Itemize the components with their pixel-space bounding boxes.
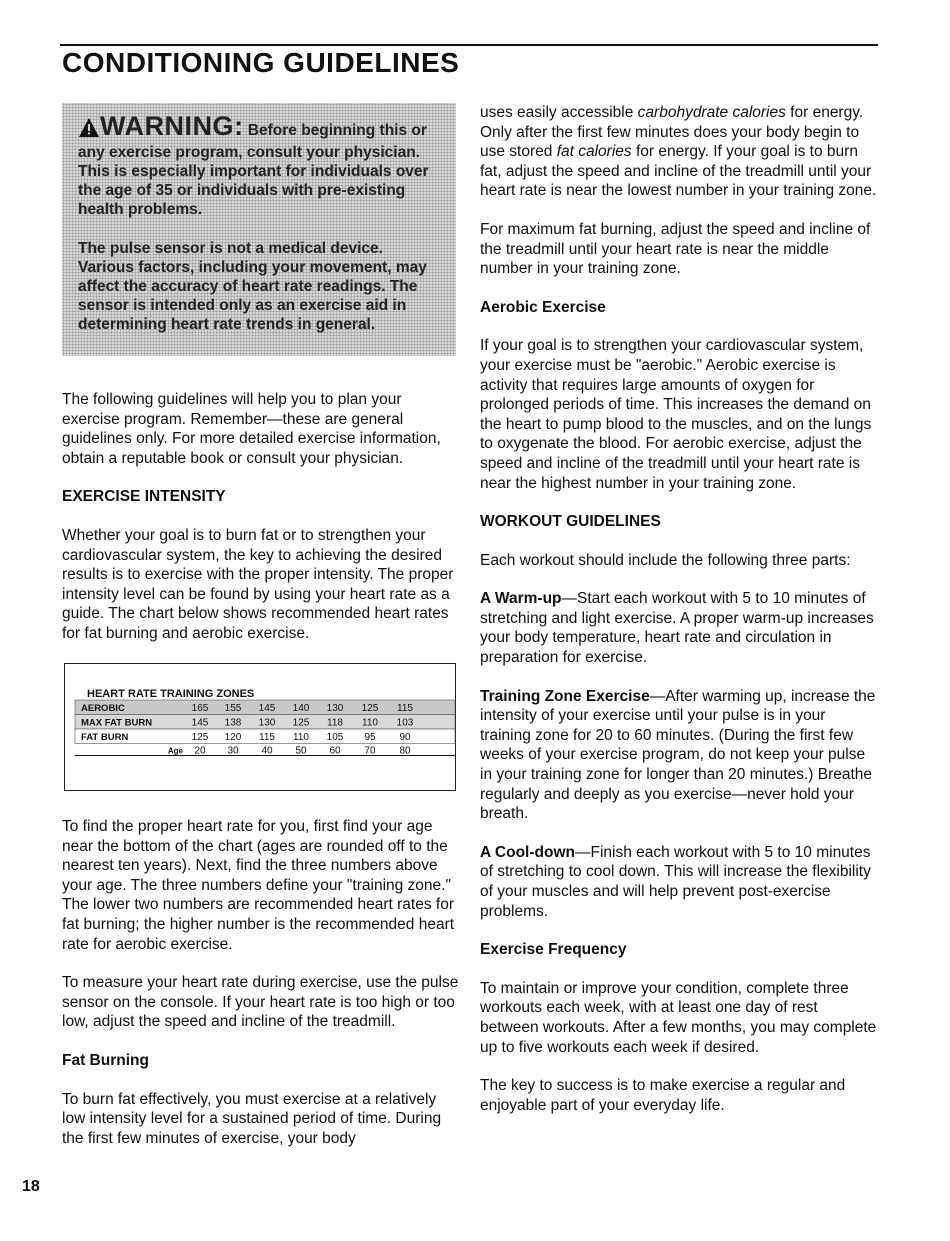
chart-value: 140 — [292, 703, 310, 714]
warning-box — [62, 103, 456, 356]
page-number: 18 — [22, 1178, 40, 1195]
cooldown-label: A Cool-down — [480, 843, 575, 861]
chart-value: 110 — [362, 717, 378, 729]
chart-age-tick: 20 — [194, 745, 206, 757]
chart-value: 120 — [224, 732, 242, 743]
fat-burning-paragraph: To burn fat effectively, you must exercise at a relatively low intensity level for a sustained period of time. During the first few minutes of exercise, your body — [62, 1090, 442, 1147]
right-column — [480, 103, 878, 1134]
aerobic-paragraph: If your goal is to strengthen your cardiovascular system, your exercise must be "aerobic." Aerobic exercise is activity that requires large amounts of oxygen for prolonged periods of time. This increases the demand on the heart to pump blood to the muscles, and on the lungs to oxygenate the blood. For aerobic exercise, adjust the speed and incline of the treadmill until your heart rate is near the highest number in your training zone. — [480, 337, 872, 492]
intro-paragraph: The following guidelines will help you to plan your exercise program. Remember—these are general guidelines only. For more detailed exercise information, obtain a reputable book or consult your physician. — [62, 391, 441, 467]
fat-burning-heading: Fat Burning — [62, 1051, 149, 1069]
chart-value: 130 — [326, 703, 344, 714]
left-column-upper — [62, 390, 462, 663]
warning-triangle-icon — [78, 117, 100, 143]
frequency-paragraph: To maintain or improve your condition, complete three workouts each week, with at least one day of rest between workouts. After a few months, you may complete up to five workouts each week if desired. — [480, 979, 877, 1056]
carbohydrate-paragraph — [480, 103, 878, 201]
chart-age-label: Age — [167, 746, 183, 756]
chart-value: 130 — [258, 717, 276, 729]
left-column-lower — [62, 817, 462, 1167]
warning-paragraph-2: The pulse sensor is not a medical device. Various factors, including your movement, may affect the accuracy of heart rate readings. The sensor is intended only as an exercise aid in determining heart rate trends in general. — [78, 240, 427, 333]
warmup-label: A Warm-up — [480, 590, 562, 608]
workout-intro: Each workout should include the following three parts: — [480, 551, 851, 569]
chart-value: 125 — [361, 703, 379, 714]
chart-value: 115 — [397, 703, 413, 714]
warning-word: WARNING: — [100, 111, 244, 141]
p1-text-b: for energy. Only after the first few minutes does your body begin to use stored — [480, 104, 864, 161]
chart-value: 105 — [326, 732, 344, 743]
chart-age-tick: 40 — [261, 745, 273, 757]
p1-text-c: for energy. If your goal is to burn fat, adjust the speed and incline of the treadmill until your heart rate is near the lowest number in your training zone. — [480, 143, 877, 200]
chart-age-tick: 50 — [295, 745, 307, 757]
chart-value: 103 — [396, 717, 414, 729]
chart-value: 110 — [293, 732, 309, 743]
chart-row-label: FAT BURN — [81, 732, 129, 743]
chart-age-tick: 70 — [364, 745, 376, 757]
chart-value: 95 — [364, 732, 376, 743]
chart-value: 138 — [224, 717, 242, 729]
chart-value: 125 — [191, 732, 209, 743]
chart-value: 165 — [191, 703, 209, 714]
chart-value: 118 — [327, 717, 343, 729]
heart-rate-chart — [64, 663, 456, 791]
carbohydrate-calories-term: carbohydrate calories — [637, 104, 786, 121]
chart-age-tick: 30 — [227, 745, 239, 757]
p1-text-a: uses easily accessible — [480, 104, 638, 121]
warmup-text: —Start each workout with 5 to 10 minutes of stretching and light exercise. A proper warm-up increases your body temperature, heart rate and circulation in preparation for exercise. — [480, 590, 874, 667]
warmup-paragraph — [480, 589, 878, 667]
chart-row-label: AEROBIC — [81, 703, 125, 714]
chart-row-label: MAX FAT BURN — [81, 717, 153, 729]
page-title: CONDITIONING GUIDELINES — [62, 47, 460, 78]
chart-value: 115 — [259, 732, 275, 743]
training-zone-text: —After warming up, increase the intensity of your exercise until your pulse is in your training zone for 20 to 60 minutes. (During the first few weeks of your exercise program, do not keep your pulse in your training zone for longer than 20 minutes.) Breathe regularly and deeply as you exercise—never hold your breath. — [480, 687, 876, 823]
closing-paragraph: The key to success is to make exercise a regular and enjoyable part of your everyday life. — [480, 1077, 846, 1114]
chart-value: 155 — [224, 703, 242, 714]
chart-value: 145 — [191, 717, 209, 729]
title-rule — [60, 44, 878, 46]
cooldown-text: —Finish each workout with 5 to 10 minutes of stretching to cool down. This will increase the flexibility of your muscles and will help prevent post-exercise problems. — [480, 843, 871, 920]
chart-value: 145 — [258, 703, 276, 714]
find-rate-paragraph: To find the proper heart rate for you, first find your age near the bottom of the chart (ages are rounded off to the nearest ten years). Next, find the three numbers above your age. The three numbers define your "training zone." The lower two numbers are recommended heart rates for fat burning; the higher number is the recommended heart rate for aerobic exercise. — [62, 818, 455, 953]
training-zone-label: Training Zone Exercise — [480, 687, 650, 705]
warning-text-1: Before beginning this or any exercise program, consult your physician. This is especially important for individuals over the age of 35 or individuals with pre-existing health problems. — [78, 122, 429, 218]
frequency-heading: Exercise Frequency — [480, 941, 627, 959]
aerobic-heading: Aerobic Exercise — [480, 298, 606, 316]
fat-calories-term: fat calories — [556, 143, 632, 161]
chart-value: 125 — [292, 717, 310, 729]
chart-age-tick: 80 — [399, 745, 411, 757]
heart-rate-chart-svg — [65, 664, 457, 792]
chart-value: 90 — [399, 732, 411, 743]
workout-heading: WORKOUT GUIDELINES — [480, 513, 661, 531]
chart-title: HEART RATE TRAINING ZONES — [87, 688, 255, 700]
intensity-heading: EXERCISE INTENSITY — [62, 488, 226, 506]
cooldown-paragraph — [480, 843, 878, 921]
max-fat-paragraph: For maximum fat burning, adjust the speed and incline of the treadmill until your heart rate is near the middle number in your training zone. — [480, 220, 871, 278]
training-zone-paragraph — [480, 687, 878, 824]
measure-paragraph: To measure your heart rate during exercise, use the pulse sensor on the console. If your heart rate is too high or too low, adjust the speed and incline of the treadmill. — [62, 974, 459, 1031]
intensity-paragraph: Whether your goal is to burn fat or to strengthen your cardiovascular system, the key to achieving the desired results is to exercise with the proper intensity. The proper intensity level can be found by using your heart rate as a guide. The chart below shows recommended heart rates for fat burning and aerobic exercise. — [62, 526, 454, 642]
chart-age-tick: 60 — [329, 745, 341, 757]
warning-paragraph-1 — [78, 111, 442, 219]
